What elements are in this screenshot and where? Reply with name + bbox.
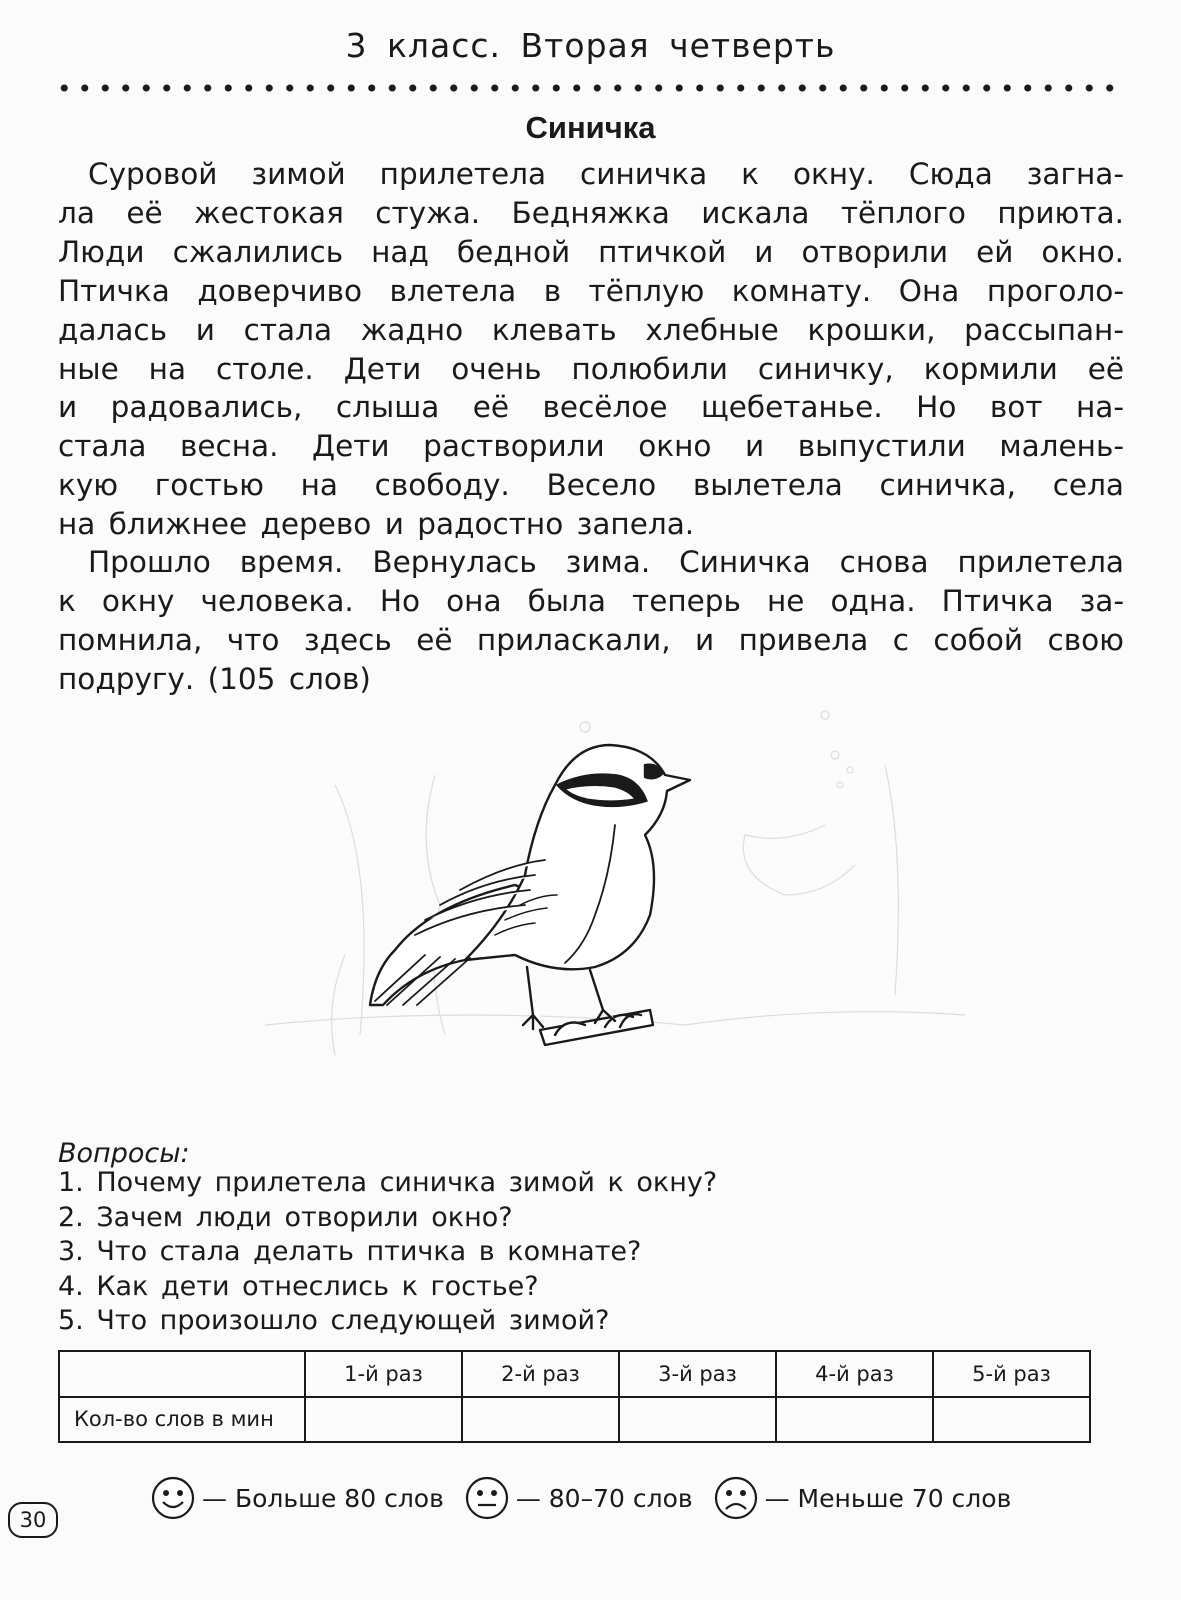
story-line: Птичка доверчиво влетела в тёплую комнату. Она проголо- — [58, 273, 1124, 308]
question-item: 5. Что произошло следующей зимой? — [58, 1305, 610, 1336]
table-row-label: Кол-во слов в мин — [59, 1397, 305, 1443]
legend-happy-label: — Больше 80 слов — [202, 1483, 444, 1513]
table-header-row — [59, 1351, 1090, 1397]
table-corner-cell — [59, 1351, 305, 1397]
story-line: и радовались, слыша её весёлое щебетанье. Но вот на- — [58, 390, 1124, 425]
table-column-header: 1-й раз — [305, 1351, 462, 1397]
smiley-sad-icon — [713, 1475, 759, 1521]
table-cell[interactable] — [619, 1397, 776, 1443]
table-cell[interactable] — [776, 1397, 933, 1443]
question-item: 1. Почему прилетела синичка зимой к окну? — [58, 1167, 718, 1198]
table-cell[interactable] — [462, 1397, 619, 1443]
legend-neutral-label: — 80–70 слов — [515, 1483, 693, 1513]
table-row — [59, 1397, 1090, 1443]
question-item: 4. Как дети отнеслись к гостье? — [58, 1270, 539, 1302]
story-line: помнила, что здесь её приласкали, и привела с собой свою — [58, 622, 1124, 657]
table-cell[interactable] — [305, 1397, 462, 1443]
story-line: Прошло время. Вернулась зима. Синичка снова прилетела — [88, 545, 1124, 579]
page-header: 3 класс. Вторая четверть — [345, 26, 836, 65]
story-line: к окну человека. Но она была теперь не одна. Птичка за- — [58, 583, 1124, 618]
story-line: на ближнее дерево и радостно запела. — [58, 507, 695, 542]
table-column-header: 4-й раз — [776, 1351, 933, 1397]
story-line: ные на столе. Дети очень полюбили синичку, кормили её — [58, 351, 1124, 386]
story-line: кую гостью на свободу. Весело вылетела синичка, села — [58, 468, 1124, 503]
story-line: ла её жестокая стужа. Бедняжка искала тёплого приюта. — [58, 195, 1124, 230]
table-cell[interactable] — [933, 1397, 1090, 1443]
question-item: 2. Зачем люди отворили окно? — [58, 1201, 513, 1233]
story-line: далась и стала жадно клевать хлебные крошки, рассыпан- — [58, 312, 1124, 347]
page-number: 30 — [8, 1502, 58, 1538]
questions-heading: Вопросы: — [58, 1138, 190, 1169]
smiley-happy-icon — [150, 1475, 196, 1521]
story-paragraph-1 — [58, 155, 1124, 544]
legend-sad-label: — Меньше 70 слов — [764, 1483, 1012, 1513]
dotted-divider — [54, 82, 1120, 94]
smiley-neutral-icon — [464, 1475, 510, 1521]
questions-list — [58, 1166, 717, 1339]
reading-speed-table — [58, 1350, 1091, 1443]
story-line: подругу. (105 слов) — [58, 661, 371, 696]
question-item: 3. Что стала делать птичка в комнате? — [58, 1236, 642, 1267]
story-line: Суровой зимой прилетела синичка к окну. Сюда загна- — [88, 157, 1124, 191]
story-line: стала весна. Дети растворили окно и выпустили малень- — [58, 429, 1124, 464]
table-column-header: 3-й раз — [619, 1351, 776, 1397]
story-line: Люди сжалились над бедной птичкой и отворили ей окно. — [58, 234, 1124, 269]
table-column-header: 2-й раз — [462, 1351, 619, 1397]
story-paragraph-2 — [58, 543, 1124, 699]
story-title: Синичка — [525, 110, 656, 145]
titmouse-illustration — [265, 705, 965, 1085]
reading-speed-legend — [150, 1475, 1031, 1521]
table-column-header: 5-й раз — [933, 1351, 1090, 1397]
